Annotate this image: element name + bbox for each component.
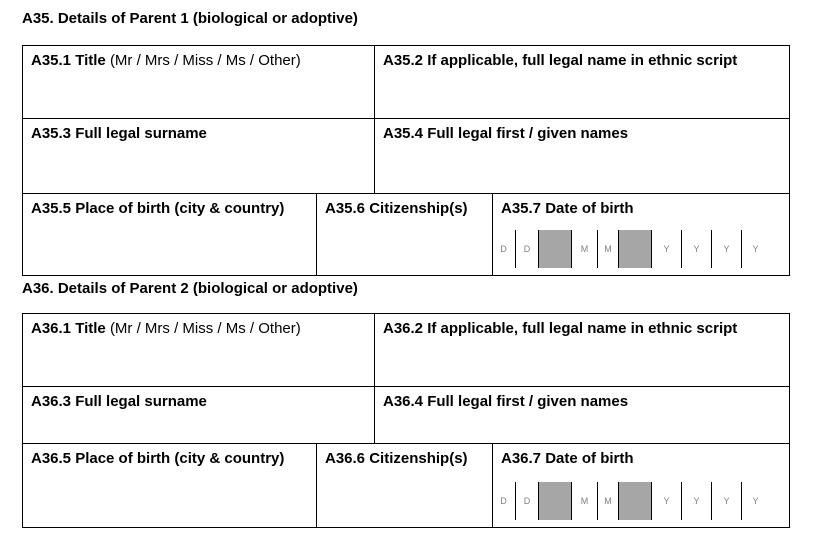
parent1-dob-day-2[interactable]: D: [515, 230, 538, 268]
parent2-dob-month-2[interactable]: M: [597, 482, 618, 520]
parent2-dob-year-4[interactable]: Y: [741, 482, 769, 520]
parent1-given-label: A35.4 Full legal first / given names: [383, 125, 629, 142]
parent2-ethnic-name-field[interactable]: [374, 313, 790, 387]
parent2-dob-year-2[interactable]: Y: [681, 482, 711, 520]
parent1-dob-month-1[interactable]: M: [571, 230, 597, 268]
parent2-dob-label: A36.7 Date of birth: [501, 450, 634, 467]
parent1-dob-year-1[interactable]: Y: [651, 230, 681, 268]
parent1-dob-label: A35.7 Date of birth: [501, 200, 634, 217]
parent1-heading: A35. Details of Parent 1 (biological or adoptive): [22, 10, 358, 27]
parent2-dob-year-1[interactable]: Y: [651, 482, 681, 520]
parent1-title-options: (Mr / Mrs / Miss / Ms / Other): [109, 52, 301, 69]
parent1-birthplace-label: A35.5 Place of birth (city & country): [31, 200, 285, 217]
parent2-given-label: A36.4 Full legal first / given names: [383, 393, 629, 410]
parent1-dob-year-2[interactable]: Y: [681, 230, 711, 268]
parent2-birthplace-field[interactable]: [22, 443, 317, 528]
parent1-dob-year-3[interactable]: Y: [711, 230, 741, 268]
parent2-dob-separator-2: [618, 482, 651, 520]
parent1-dob-day-1[interactable]: D: [500, 244, 507, 254]
parent2-heading: A36. Details of Parent 2 (biological or adoptive): [22, 280, 358, 297]
parent1-citizenship-label: A35.6 Citizenship(s): [325, 200, 468, 217]
parent1-surname-label: A35.3 Full legal surname: [31, 125, 207, 142]
parent2-surname-label: A36.3 Full legal surname: [31, 393, 207, 410]
parent2-title-options: (Mr / Mrs / Miss / Ms / Other): [109, 320, 301, 337]
parent1-title-label: A35.1 Title: [31, 52, 106, 69]
parent2-given-names-field[interactable]: [374, 386, 790, 444]
parent1-dob-year-4[interactable]: Y: [741, 230, 769, 268]
parent2-dob-day-1[interactable]: D: [500, 496, 507, 506]
parent2-title-label: A36.1 Title: [31, 320, 106, 337]
parent2-dob-year-3[interactable]: Y: [711, 482, 741, 520]
parent2-ethnic-label: A36.2 If applicable, full legal name in ethnic script: [383, 320, 738, 337]
parent2-dob-cells: [492, 482, 769, 528]
parent2-citizenship-label: A36.6 Citizenship(s): [325, 450, 468, 467]
parent2-dob-month-1[interactable]: M: [571, 482, 597, 520]
parent2-title-field[interactable]: [22, 313, 375, 387]
parent1-dob-month-2[interactable]: M: [597, 230, 618, 268]
parent2-surname-field[interactable]: [22, 386, 375, 444]
parent2-birthplace-label: A36.5 Place of birth (city & country): [31, 450, 285, 467]
parent2-dob-day-2[interactable]: D: [515, 482, 538, 520]
parent1-ethnic-label: A35.2 If applicable, full legal name in ethnic script: [383, 52, 738, 69]
parent2-citizenship-field[interactable]: [316, 443, 493, 528]
parent2-dob-separator-1: [538, 482, 571, 520]
